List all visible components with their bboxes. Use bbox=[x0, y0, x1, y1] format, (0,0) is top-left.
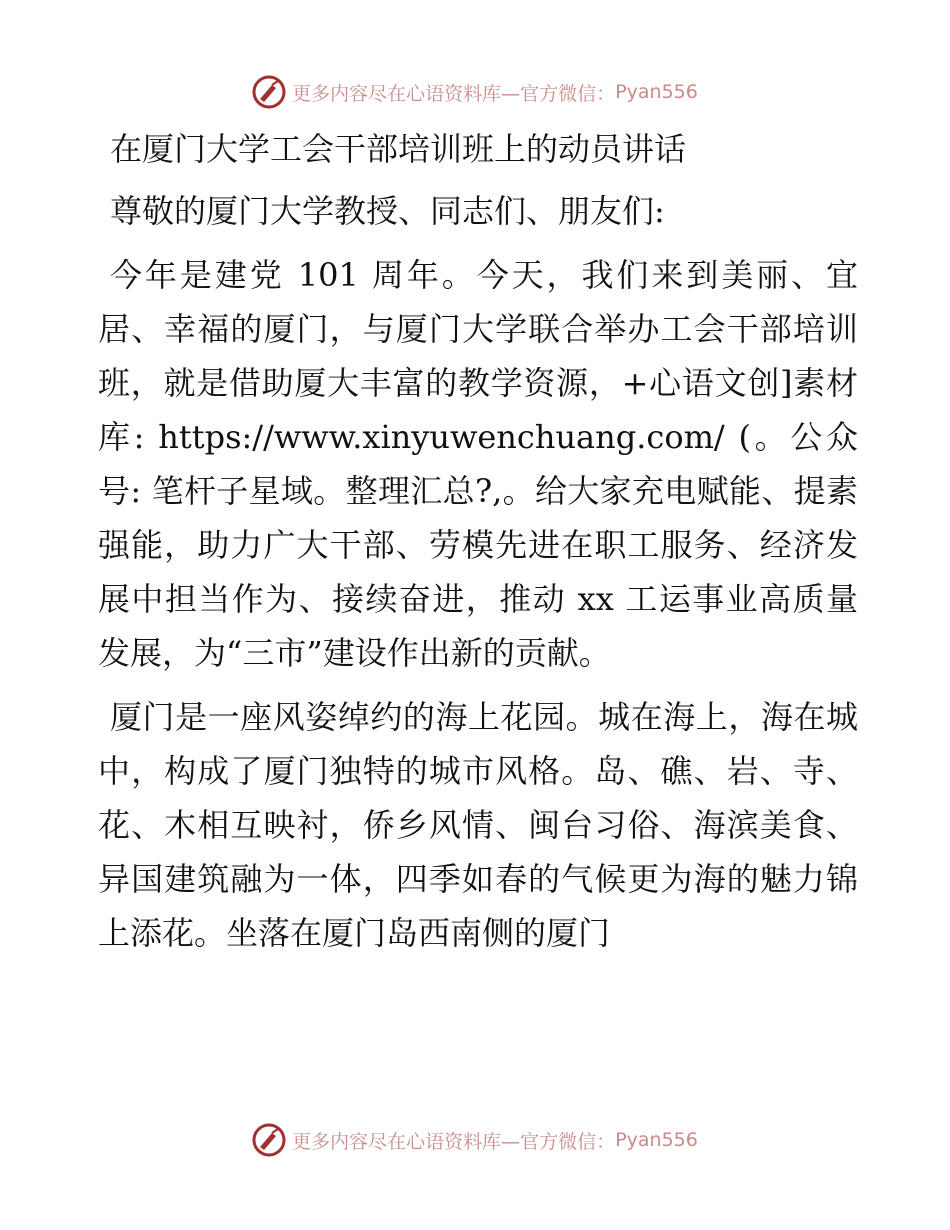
banner-wechat-label: 官方微信： bbox=[520, 1130, 616, 1153]
banner-wechat-id: Pyan556 bbox=[615, 81, 698, 103]
footer-watermark-banner bbox=[0, 1120, 950, 1160]
header-watermark-banner bbox=[0, 72, 950, 112]
quill-book-icon bbox=[252, 75, 286, 109]
paragraph: 厦门是一座风姿绰约的海上花园。城在海上，海在城中，构成了厦门独特的城市风格。岛、礁、岩、寺、花、木相互映衬，侨乡风情、闽台习俗、海滨美食、异国建筑融为一体，四季如春的气候更为海的魅力锦上添花。坐落在厦门岛西南侧的厦门 bbox=[98, 698, 858, 952]
salutation: 尊敬的厦门大学教授、同志们、朋友们: bbox=[110, 192, 665, 230]
document-title: 在厦门大学工会干部培训班上的动员讲话 bbox=[110, 130, 687, 168]
banner-main-text: 更多内容尽在心语资料库— bbox=[292, 82, 521, 105]
quill-book-icon bbox=[252, 1123, 286, 1157]
banner-wechat-id: Pyan556 bbox=[615, 1129, 698, 1151]
banner-main-text: 更多内容尽在心语资料库— bbox=[292, 1130, 521, 1153]
paragraph: 今年是建党 101 周年。今天，我们来到美丽、宜居、幸福的厦门，与厦门大学联合举办工会干部培训班，就是借助厦大丰富的教学资源，+心语文创]素材库: https://www.xinyuwenchuang.com/ (。公众号: 笔杆子星域。整理汇总?,。给大家充电赋能、提素强能，助力广大干部、劳模先进在职工服务、经济发展中担当作为、接续奋进，推动 xx 工运事业高质量发展，为“三市”建设作出新的贡献。 bbox=[98, 256, 858, 672]
banner-wechat-label: 官方微信： bbox=[520, 82, 616, 105]
document-body bbox=[98, 122, 858, 970]
